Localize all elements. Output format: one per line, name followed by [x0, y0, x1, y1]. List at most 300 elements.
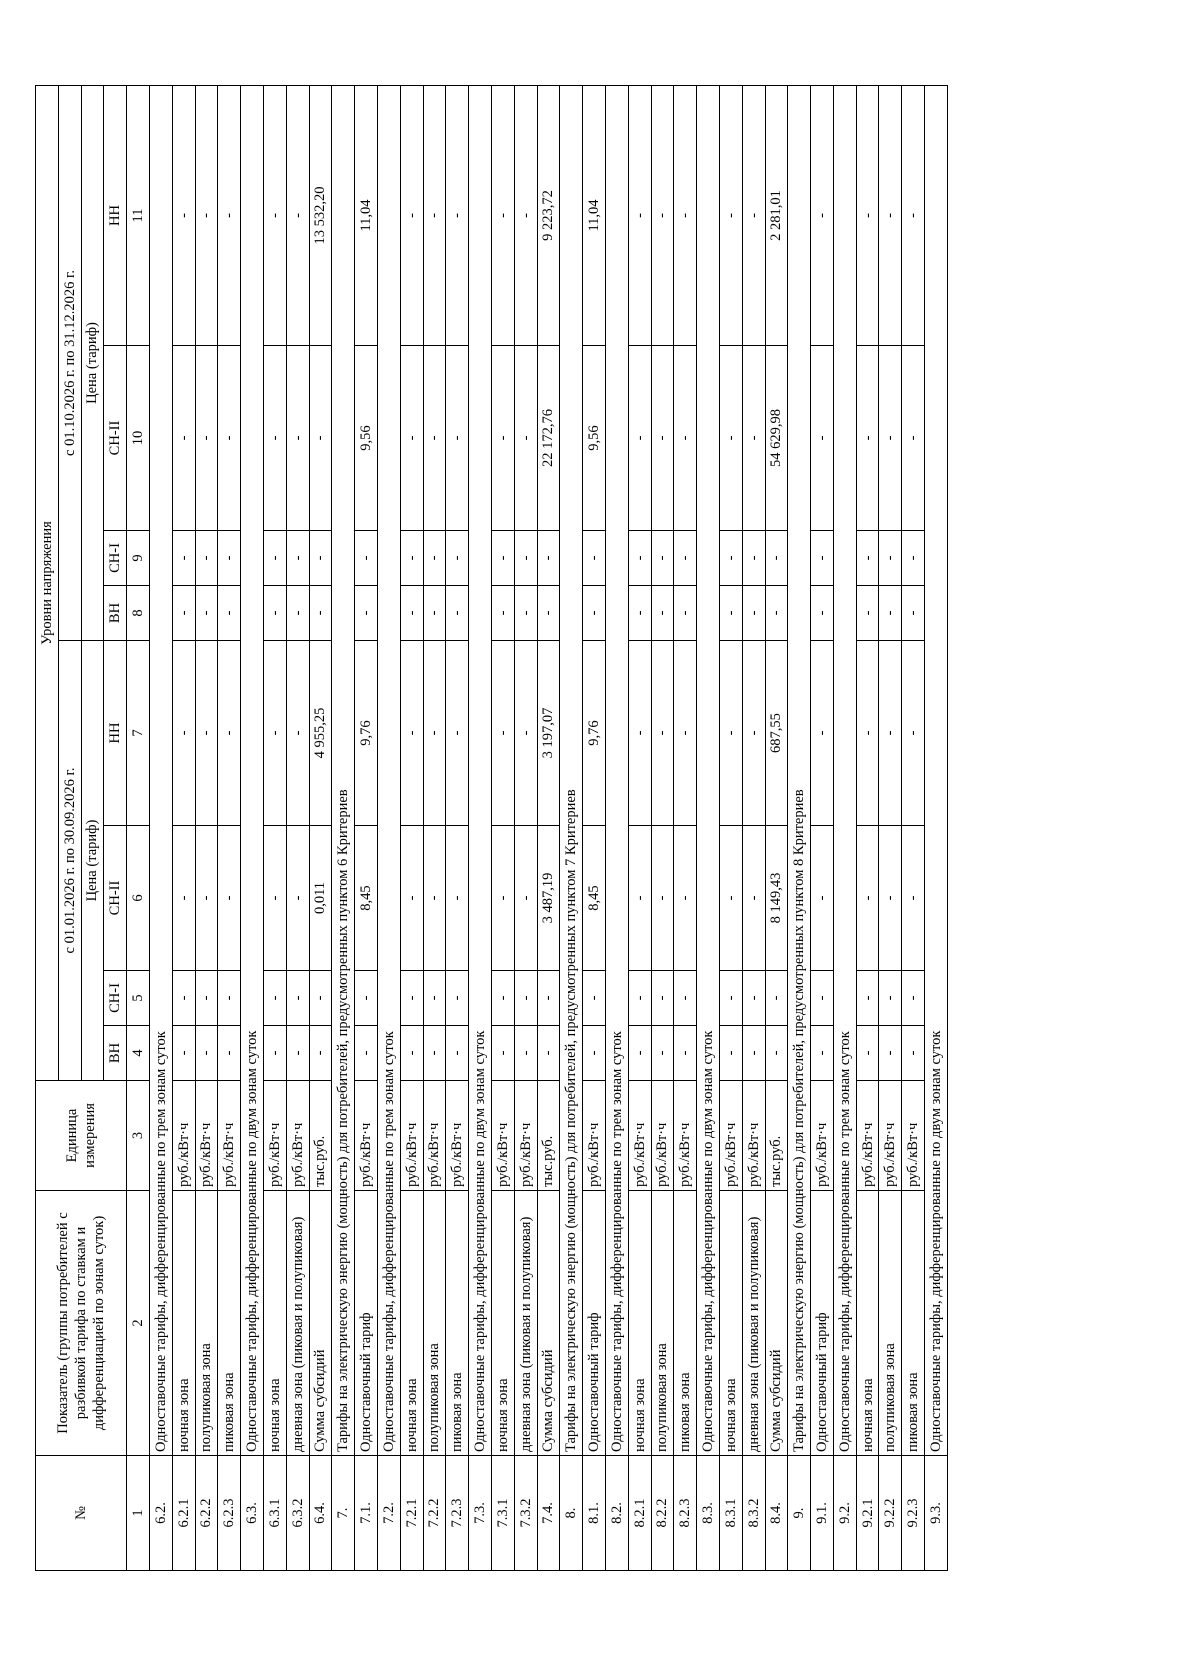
row-value: - [514, 531, 537, 586]
row-unit: руб./кВт·ч [742, 1081, 765, 1191]
row-value: - [628, 86, 651, 346]
tariff-table [35, 85, 948, 1571]
row-unit: руб./кВт·ч [355, 1081, 378, 1191]
row-value: - [742, 586, 765, 641]
section-heading: Тарифы на электрическую энергию (мощность) для потребителей, предусмотренных пунктом 6 Критериев [332, 86, 355, 1456]
row-number: 7.4. [537, 1456, 560, 1571]
row-value: - [195, 1026, 218, 1081]
column-number: 6 [127, 826, 150, 971]
row-unit: руб./кВт·ч [719, 1081, 742, 1191]
row-unit: руб./кВт·ч [856, 1081, 879, 1191]
row-value: - [218, 586, 241, 641]
row-number: 6.3.2 [286, 1456, 309, 1571]
row-unit: руб./кВт·ч [218, 1081, 241, 1191]
row-indicator: полупиковая зона [195, 1191, 218, 1456]
table-row [560, 86, 583, 1571]
row-unit: руб./кВт·ч [651, 1081, 674, 1191]
row-number: 8.2.2 [651, 1456, 674, 1571]
row-value: - [195, 641, 218, 826]
table-row [925, 86, 948, 1571]
row-value: - [879, 586, 902, 641]
row-value: - [856, 641, 879, 826]
row-value: - [172, 1026, 195, 1081]
row-unit: руб./кВт·ч [286, 1081, 309, 1191]
header-level-sn2-2: СН-II [104, 346, 127, 531]
row-value: - [491, 826, 514, 971]
row-value: - [423, 1026, 446, 1081]
row-value: - [742, 531, 765, 586]
row-indicator: полупиковая зона [423, 1191, 446, 1456]
row-value: - [856, 86, 879, 346]
row-value: - [446, 86, 469, 346]
row-value: 9 223,72 [537, 86, 560, 346]
row-value: - [537, 1026, 560, 1081]
row-value: - [856, 586, 879, 641]
row-value: - [765, 971, 788, 1026]
row-value: - [423, 86, 446, 346]
row-value: 11,04 [355, 86, 378, 346]
row-value: - [263, 826, 286, 971]
row-number: 7.2.3 [446, 1456, 469, 1571]
row-value: - [514, 346, 537, 531]
row-value: - [514, 586, 537, 641]
table-row [423, 86, 446, 1571]
row-value: - [651, 1026, 674, 1081]
header-number: № [36, 1456, 127, 1571]
row-value: - [651, 971, 674, 1026]
header-price-1: Цена (тариф) [81, 641, 104, 1081]
row-value: - [286, 971, 309, 1026]
table-row [902, 86, 925, 1571]
row-value: - [355, 971, 378, 1026]
row-number: 7.2.1 [400, 1456, 423, 1571]
row-value: 9,56 [355, 346, 378, 531]
row-value: 8 149,43 [765, 826, 788, 971]
row-value: - [491, 586, 514, 641]
row-number: 9.1. [811, 1456, 834, 1571]
row-value: - [195, 586, 218, 641]
row-value: - [651, 531, 674, 586]
row-value: - [446, 1026, 469, 1081]
row-indicator: дневная зона (пиковая и полупиковая) [286, 1191, 309, 1456]
table-row [719, 86, 742, 1571]
row-value: 4 955,25 [309, 641, 332, 826]
row-value: - [218, 531, 241, 586]
row-value: - [218, 641, 241, 826]
row-value: 3 197,07 [537, 641, 560, 826]
row-value: - [811, 641, 834, 826]
row-number: 7.1. [355, 1456, 378, 1571]
row-value: - [742, 1026, 765, 1081]
table-row [879, 86, 902, 1571]
row-value: - [218, 1026, 241, 1081]
row-number: 6.2. [149, 1456, 172, 1571]
row-value: - [218, 971, 241, 1026]
row-indicator: ночная зона [491, 1191, 514, 1456]
table-row [833, 86, 856, 1571]
row-value: - [651, 586, 674, 641]
row-unit: руб./кВт·ч [400, 1081, 423, 1191]
row-value: - [263, 1026, 286, 1081]
row-value: - [309, 1026, 332, 1081]
row-value: - [355, 531, 378, 586]
row-indicator: полупиковая зона [651, 1191, 674, 1456]
header-level-sn2-1: СН-II [104, 826, 127, 971]
row-number: 6.2.2 [195, 1456, 218, 1571]
column-number: 2 [127, 1191, 150, 1456]
row-value: - [400, 1026, 423, 1081]
row-value: - [263, 641, 286, 826]
row-value: - [172, 971, 195, 1026]
row-value: - [537, 971, 560, 1026]
row-value: - [286, 826, 309, 971]
row-unit: руб./кВт·ч [902, 1081, 925, 1191]
row-indicator: пиковая зона [902, 1191, 925, 1456]
row-value: - [674, 971, 697, 1026]
table-header [36, 86, 150, 1571]
row-value: - [674, 826, 697, 971]
row-value: - [309, 531, 332, 586]
row-value: - [514, 971, 537, 1026]
header-level-nn-2: НН [104, 86, 127, 346]
row-value: - [400, 586, 423, 641]
row-value: 8,45 [355, 826, 378, 971]
row-number: 8.3.2 [742, 1456, 765, 1571]
row-value: - [263, 531, 286, 586]
header-price-2: Цена (тариф) [81, 86, 104, 641]
row-value: - [286, 531, 309, 586]
header-level-vn-1: ВН [104, 1026, 127, 1081]
row-value: - [811, 86, 834, 346]
row-number: 6.2.3 [218, 1456, 241, 1571]
column-number: 8 [127, 586, 150, 641]
row-value: - [742, 346, 765, 531]
row-indicator: ночная зона [400, 1191, 423, 1456]
row-value: - [628, 1026, 651, 1081]
header-level-vn-2: ВН [104, 586, 127, 641]
row-value: - [742, 971, 765, 1026]
row-value: - [674, 531, 697, 586]
row-value: - [879, 641, 902, 826]
row-value: - [286, 586, 309, 641]
row-value: - [902, 1026, 925, 1081]
row-unit: руб./кВт·ч [491, 1081, 514, 1191]
row-value: - [400, 971, 423, 1026]
row-value: - [172, 586, 195, 641]
row-value: - [856, 971, 879, 1026]
row-unit: руб./кВт·ч [514, 1081, 537, 1191]
row-number: 9.3. [925, 1456, 948, 1571]
row-value: - [309, 346, 332, 531]
row-unit: руб./кВт·ч [263, 1081, 286, 1191]
row-value: - [514, 641, 537, 826]
row-value: - [309, 586, 332, 641]
row-number: 7.2.2 [423, 1456, 446, 1571]
row-value: - [765, 1026, 788, 1081]
row-value: - [628, 641, 651, 826]
row-value: - [719, 531, 742, 586]
header-voltage-levels: Уровни напряжения [36, 86, 59, 1081]
row-value: - [674, 641, 697, 826]
row-number: 8.4. [765, 1456, 788, 1571]
row-value: - [856, 826, 879, 971]
row-value: - [856, 1026, 879, 1081]
table-row [309, 86, 332, 1571]
row-unit: руб./кВт·ч [172, 1081, 195, 1191]
section-heading: Одноставочные тарифы, дифференцированные по двум зонам суток [925, 86, 948, 1456]
row-value: - [879, 971, 902, 1026]
table-row [149, 86, 172, 1571]
row-value: - [218, 86, 241, 346]
row-value: - [879, 86, 902, 346]
row-value: - [583, 531, 606, 586]
row-value: - [811, 531, 834, 586]
row-indicator: пиковая зона [218, 1191, 241, 1456]
row-value: - [446, 641, 469, 826]
row-value: - [651, 86, 674, 346]
table-row [491, 86, 514, 1571]
table-body [149, 86, 947, 1571]
row-value: - [172, 346, 195, 531]
table-row [651, 86, 674, 1571]
row-value: - [811, 346, 834, 531]
row-value: 54 629,98 [765, 346, 788, 531]
row-value: - [719, 346, 742, 531]
row-number: 7.2. [377, 1456, 400, 1571]
row-value: - [674, 86, 697, 346]
row-value: - [218, 346, 241, 531]
row-value: - [628, 826, 651, 971]
row-number: 6.3.1 [263, 1456, 286, 1571]
row-value: - [400, 346, 423, 531]
row-number: 6.4. [309, 1456, 332, 1571]
table-row [605, 86, 628, 1571]
table-row [400, 86, 423, 1571]
row-number: 8. [560, 1456, 583, 1571]
section-heading: Одноставочные тарифы, дифференцированные по трем зонам суток [377, 86, 400, 1456]
row-unit: тыс.руб. [309, 1081, 332, 1191]
row-value: - [400, 531, 423, 586]
table-row [583, 86, 606, 1571]
row-unit: руб./кВт·ч [195, 1081, 218, 1191]
row-value: - [263, 586, 286, 641]
row-value: - [765, 531, 788, 586]
row-number: 9.2. [833, 1456, 856, 1571]
row-indicator: Одноставочный тариф [583, 1191, 606, 1456]
row-value: 2 281,01 [765, 86, 788, 346]
column-number: 11 [127, 86, 150, 346]
row-value: - [628, 971, 651, 1026]
row-value: - [537, 586, 560, 641]
row-value: 687,55 [765, 641, 788, 826]
row-indicator: дневная зона (пиковая и полупиковая) [514, 1191, 537, 1456]
row-number: 9.2.1 [856, 1456, 879, 1571]
table-row [172, 86, 195, 1571]
row-value: - [879, 826, 902, 971]
row-number: 7. [332, 1456, 355, 1571]
header-period-2: с 01.10.2026 г. по 31.12.2026 г. [58, 86, 81, 641]
row-number: 6.2.1 [172, 1456, 195, 1571]
row-value: - [628, 531, 651, 586]
row-unit: тыс.руб. [765, 1081, 788, 1191]
row-number: 8.3. [697, 1456, 720, 1571]
rotated-document-page [35, 86, 1115, 1571]
row-number: 8.1. [583, 1456, 606, 1571]
row-value: - [446, 531, 469, 586]
table-row [697, 86, 720, 1571]
row-value: - [742, 86, 765, 346]
row-indicator: ночная зона [628, 1191, 651, 1456]
table-row [377, 86, 400, 1571]
row-number: 7.3.2 [514, 1456, 537, 1571]
table-row [218, 86, 241, 1571]
header-indicator: Показатель (группы потребителей с разбивкой тарифа по ставкам и дифференциацией по зонам суток) [36, 1191, 127, 1456]
row-value: - [902, 586, 925, 641]
row-indicator: Сумма субсидий [537, 1191, 560, 1456]
row-value: 9,56 [583, 346, 606, 531]
row-value: - [309, 971, 332, 1026]
table-row [355, 86, 378, 1571]
row-value: - [719, 826, 742, 971]
table-row [469, 86, 492, 1571]
section-heading: Одноставочные тарифы, дифференцированные по двум зонам суток [697, 86, 720, 1456]
row-value: - [811, 1026, 834, 1081]
row-value: - [491, 346, 514, 531]
header-period-1: с 01.01.2026 г. по 30.09.2026 г. [58, 641, 81, 1081]
row-unit: руб./кВт·ч [674, 1081, 697, 1191]
row-value: - [902, 641, 925, 826]
row-value: - [856, 346, 879, 531]
row-indicator: ночная зона [172, 1191, 195, 1456]
row-value: 0,011 [309, 826, 332, 971]
table-row [286, 86, 309, 1571]
row-value: - [811, 826, 834, 971]
row-value: - [286, 346, 309, 531]
row-value: - [514, 86, 537, 346]
row-value: - [651, 641, 674, 826]
row-unit: руб./кВт·ч [423, 1081, 446, 1191]
table-row [765, 86, 788, 1571]
row-number: 7.3. [469, 1456, 492, 1571]
row-value: - [491, 1026, 514, 1081]
row-value: - [400, 86, 423, 346]
table-row [742, 86, 765, 1571]
row-value: - [651, 346, 674, 531]
row-number: 8.2. [605, 1456, 628, 1571]
row-value: 22 172,76 [537, 346, 560, 531]
row-value: - [446, 826, 469, 971]
table-row [446, 86, 469, 1571]
row-value: - [172, 826, 195, 971]
row-value: - [446, 971, 469, 1026]
table-row [514, 86, 537, 1571]
row-indicator: ночная зона [263, 1191, 286, 1456]
column-number: 7 [127, 641, 150, 826]
row-number: 7.3.1 [491, 1456, 514, 1571]
row-value: - [902, 531, 925, 586]
header-level-sn1-1: СН-I [104, 971, 127, 1026]
row-value: - [674, 346, 697, 531]
row-value: 9,76 [355, 641, 378, 826]
row-unit: руб./кВт·ч [583, 1081, 606, 1191]
row-unit: руб./кВт·ч [628, 1081, 651, 1191]
row-value: - [879, 346, 902, 531]
row-indicator: дневная зона (пиковая и полупиковая) [742, 1191, 765, 1456]
row-value: - [195, 971, 218, 1026]
row-value: - [423, 641, 446, 826]
row-value: - [856, 531, 879, 586]
row-value: - [218, 826, 241, 971]
row-value: - [400, 641, 423, 826]
row-value: - [674, 1026, 697, 1081]
column-number: 3 [127, 1081, 150, 1191]
row-value: - [491, 971, 514, 1026]
row-value: - [423, 826, 446, 971]
row-number: 8.3.1 [719, 1456, 742, 1571]
row-value: - [514, 1026, 537, 1081]
row-value: - [674, 586, 697, 641]
row-value: - [628, 346, 651, 531]
column-number: 5 [127, 971, 150, 1026]
row-value: - [537, 531, 560, 586]
row-value: - [286, 641, 309, 826]
row-unit: руб./кВт·ч [879, 1081, 902, 1191]
row-value: - [811, 586, 834, 641]
header-level-sn1-2: СН-I [104, 531, 127, 586]
row-value: 9,76 [583, 641, 606, 826]
column-number: 10 [127, 346, 150, 531]
row-value: - [902, 346, 925, 531]
row-value: 11,04 [583, 86, 606, 346]
row-value: - [765, 586, 788, 641]
row-value: - [879, 1026, 902, 1081]
row-value: - [491, 531, 514, 586]
row-value: - [491, 86, 514, 346]
row-value: - [172, 641, 195, 826]
table-row [811, 86, 834, 1571]
row-value: - [902, 826, 925, 971]
column-number: 1 [127, 1456, 150, 1571]
row-number: 9.2.3 [902, 1456, 925, 1571]
row-value: 3 487,19 [537, 826, 560, 971]
row-value: - [742, 641, 765, 826]
table-row [263, 86, 286, 1571]
row-value: - [423, 971, 446, 1026]
row-value: - [195, 86, 218, 346]
section-heading: Одноставочные тарифы, дифференцированные по трем зонам суток [149, 86, 172, 1456]
row-value: - [195, 346, 218, 531]
row-value: - [355, 586, 378, 641]
table-row [788, 86, 811, 1571]
row-value: - [583, 1026, 606, 1081]
row-value: - [719, 971, 742, 1026]
table-row [674, 86, 697, 1571]
row-value: - [446, 346, 469, 531]
row-value: - [172, 86, 195, 346]
row-value: - [902, 86, 925, 346]
row-value: - [491, 641, 514, 826]
row-unit: тыс.руб. [537, 1081, 560, 1191]
row-indicator: ночная зона [719, 1191, 742, 1456]
row-value: - [514, 826, 537, 971]
row-number: 8.2.1 [628, 1456, 651, 1571]
row-indicator: Одноставочный тариф [811, 1191, 834, 1456]
row-value: - [423, 586, 446, 641]
row-value: - [195, 531, 218, 586]
row-value: - [423, 531, 446, 586]
table-row [537, 86, 560, 1571]
header-unit: Единица измерения [36, 1081, 127, 1191]
